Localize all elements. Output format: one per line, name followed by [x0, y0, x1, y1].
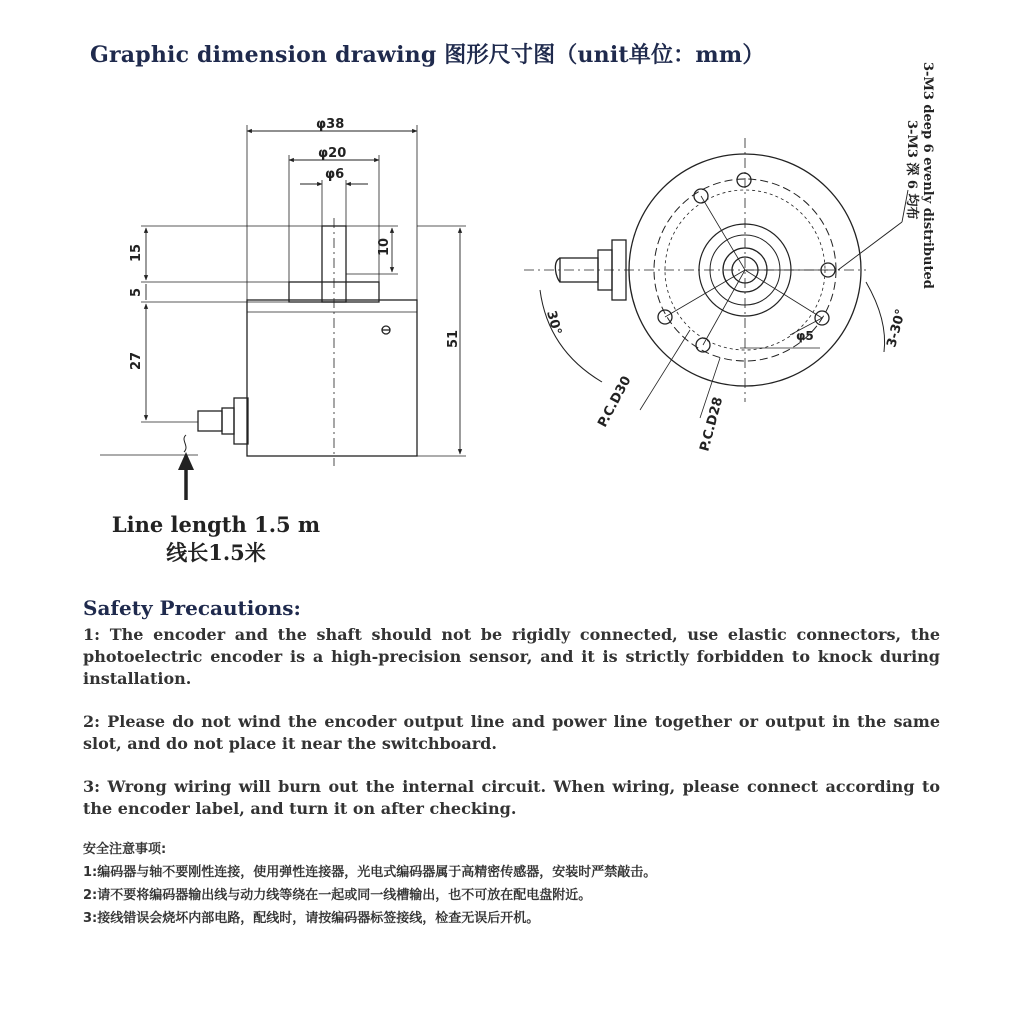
- pcd30-label: P.C.D30: [595, 373, 635, 430]
- cable-length-label: [106, 511, 326, 567]
- dim-d20: φ20: [318, 146, 347, 161]
- angle-left-label: 30°: [543, 309, 564, 337]
- front-view: [524, 138, 908, 418]
- encoder-body: [247, 300, 417, 456]
- dim-10: 10: [377, 237, 392, 256]
- cable-gland: [234, 398, 248, 444]
- dim-5: 5: [129, 287, 144, 297]
- safety-cn-item: 3:接线错误会烧坏内部电路，配线时，请按编码器标签接线，检查无误后开机。: [83, 911, 540, 926]
- safety-item: 3: Wrong wiring will burn out the internal circuit. When wiring, please connect according to the encoder label, and turn it on after checking.: [83, 777, 940, 818]
- dim-d38: φ38: [316, 117, 345, 132]
- note-en: 3-M3 deep 6 evenly distributed: [920, 62, 935, 289]
- page-title: Graphic dimension drawing 图形尺寸图（unit单位：mm）: [90, 42, 765, 68]
- safety-cn-heading: 安全注意事项:: [83, 842, 167, 857]
- dim-27: 27: [129, 351, 144, 370]
- pcd28-label: P.C.D28: [697, 395, 727, 454]
- side-view: [100, 125, 466, 500]
- cable-length-cn: 线长1.5米: [166, 540, 266, 565]
- dim-51: 51: [446, 329, 461, 348]
- safety-item: 2: Please do not wind the encoder output line and power line together or output in the same slot, and do not place it near the switchboard.: [83, 712, 940, 753]
- hole-dia-label: φ5: [796, 329, 814, 343]
- mount-hole: [737, 173, 751, 187]
- angle-right-label: 3-30°: [884, 307, 909, 350]
- safety-cn-item: 1:编码器与轴不要刚性连接，使用弹性连接器，光电式编码器属于高精密传感器，安装时严禁敲击。: [83, 865, 657, 880]
- safety-precautions: [83, 596, 940, 841]
- note-cn: 3-M3 深 6 均布: [904, 120, 919, 220]
- safety-heading: Safety Precautions:: [83, 596, 301, 620]
- safety-cn-item: 2:请不要将编码器输出线与动力线等绕在一起或同一线槽输出，也不可放在配电盘附近。: [83, 888, 592, 903]
- safety-precautions-cn: [83, 838, 943, 930]
- safety-item: 1: The encoder and the shaft should not be rigidly connected, use elastic connectors, the photoelectric encoder is a high-precision sensor, and it is strictly forbidden to knock during installation.: [83, 625, 940, 688]
- cable-length-en: Line length 1.5 m: [111, 512, 321, 537]
- dim-15: 15: [129, 243, 144, 262]
- dim-d6: φ6: [325, 167, 345, 182]
